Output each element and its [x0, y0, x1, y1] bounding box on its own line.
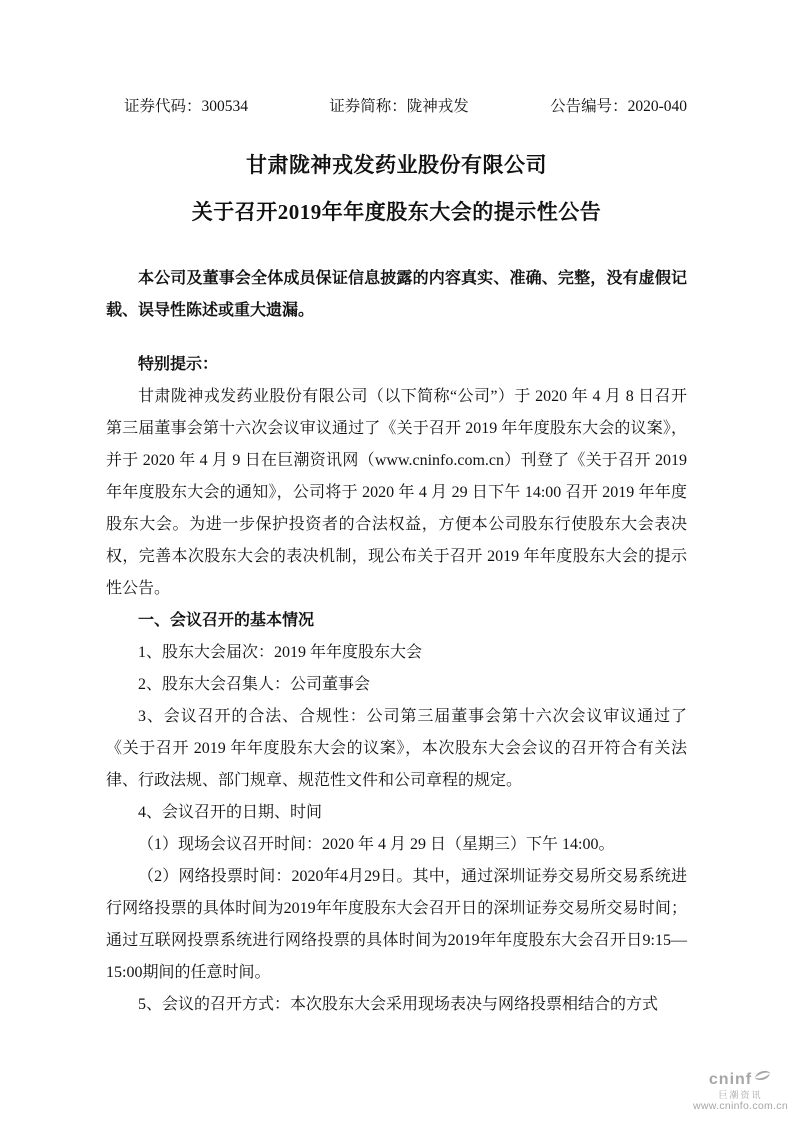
list-item-meeting-method: 5、会议的召开方式：本次股东大会采用现场表决与网络投票相结合的方式 [138, 996, 659, 1013]
cninfo-brand-chinese: 巨潮资讯 [718, 1089, 763, 1100]
special-note-label: 特别提示： [138, 356, 219, 373]
list-item-onsite-time: （1）现场会议召开时间：2020 年 4 月 29 日（星期三）下午 14:00。 [138, 836, 615, 853]
stock-code: 证券代码：300534 [124, 98, 249, 115]
disclaimer-statement: 本公司及董事会全体成员保证信息披露的内容真实、准确、完整，没有虚假记载、误导性陈述或重大遗漏。 [106, 270, 687, 319]
announcement-title: 关于召开2019年年度股东大会的提示性公告 [191, 200, 602, 224]
list-item-legality: 3、会议召开的合法、合规性：公司第三届董事会第十六次会议审议通过了《关于召开 2019 年年度股东大会的议案》，本次股东大会会议的召开符合有关法律、行政法规、部门规章、规范性文件和公司章程的规定。 [106, 708, 687, 789]
document-header [106, 96, 687, 118]
list-item-convener: 2、股东大会召集人：公司董事会 [138, 676, 371, 693]
cninfo-brand-row [693, 1070, 788, 1089]
cninfo-swirl-icon [753, 1067, 772, 1089]
section-heading-1: 一、会议召开的基本情况 [138, 612, 315, 629]
cninfo-brand-text: cninf [708, 1070, 753, 1088]
list-item-online-voting-time: （2）网络投票时间：2020年4月29日。其中，通过深圳证券交易所交易系统进行网络投票的具体时间为2019年年度股东大会召开日的深圳证券交易所交易时间；通过互联网投票系统进行网络投票的具体时间为2019年年度股东大会召开日9:15—15:00期间的任意时间。 [106, 868, 687, 981]
stock-name: 证券简称：陇神戎发 [329, 98, 469, 115]
cninfo-url: www.cninfo.com.cn [693, 1099, 788, 1112]
list-item-meeting-session: 1、股东大会届次：2019 年年度股东大会 [138, 644, 423, 661]
announcement-number: 公告编号：2020-040 [550, 98, 687, 115]
company-title: 甘肃陇神戎发药业股份有限公司 [246, 153, 547, 177]
list-item-date-time: 4、会议召开的日期、时间 [138, 804, 323, 821]
cninfo-logo [693, 1070, 788, 1112]
intro-paragraph: 甘肃陇神戎发药业股份有限公司（以下简称“公司”）于 2020 年 4 月 8 日召开第三届董事会第十六次会议审议通过了《关于召开 2019 年年度股东大会的议案》，并于 2020 年 4 月 9 日在巨潮资讯网（www.cninfo.com.cn）刊登了《关于召开 2019 年年度股东大会的通知》，公司将于 2020 年 4 月 29 日下午 14:00 召开 2019 年年度股东大会。为进一步保护投资者的合法权益，方便本公司股东行使股东大会表决权，完善本次股东大会的表决机制，现公布关于召开 2019 年年度股东大会的提示性公告。 [106, 388, 687, 597]
